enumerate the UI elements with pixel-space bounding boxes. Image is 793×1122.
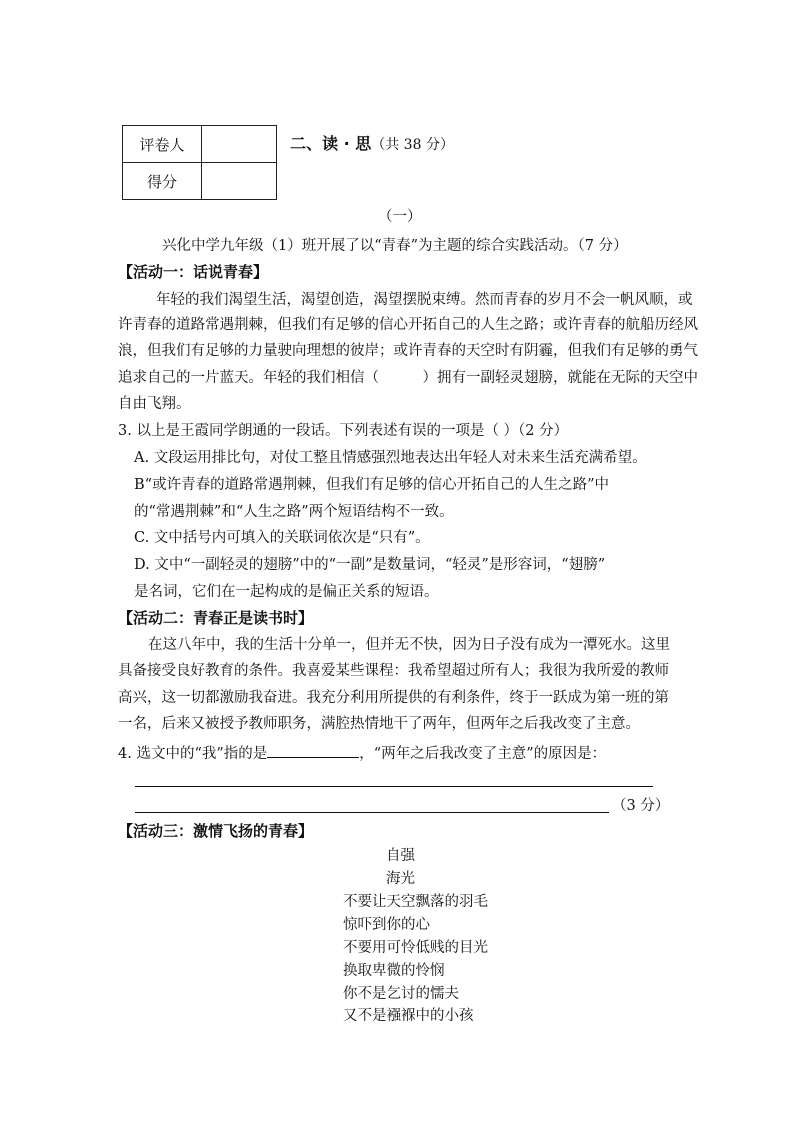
- activity1-heading: 【活动一：话说青春】: [118, 263, 269, 281]
- activity2-heading: 【活动二：青春正是读书时】: [118, 609, 314, 627]
- q3-option-d: D. 文中“一副轻灵的翅膀”中的“一副”是数量词，“轻灵”是形容词，“翅膀”: [134, 557, 606, 573]
- activity2-line: 一名，后来又被授予教师职务，满腔热情地干了两年，但两年之后我改变了主意。: [118, 716, 640, 732]
- q4-points: （3 分）: [612, 798, 670, 814]
- score-cell: [202, 163, 277, 200]
- activity1-line: 许青春的道路常遇荆棘，但我们有足够的信心开拓自己的人生之路；或许青春的航船历经风: [118, 317, 698, 333]
- q3-option-b: B“或许青春的道路常遇荆棘，但我们有足够的信心开拓自己的人生之路”中: [134, 477, 609, 493]
- score-row-score: [123, 163, 277, 200]
- activity2-line: 在这八年中，我的生活十分单一，但并无不快，因为日子没有成为一潭死水。这里: [148, 637, 670, 653]
- part-marker: （一）: [378, 209, 422, 225]
- poem-line: 不要用可怜低贱的目光: [343, 940, 488, 956]
- activity2-line: 具备接受良好教育的条件。我喜爱某些课程：我希望超过所有人；我很为我所爱的教师: [118, 663, 669, 679]
- activity2-line: 高兴，这一切都激励我奋进。我充分利用所提供的有利条件，终于一跃成为第一班的第: [118, 690, 669, 706]
- q4-stem-a: 4. 选文中的“我”指的是: [118, 746, 268, 762]
- q4-answer-line-2[interactable]: [135, 812, 609, 813]
- poem-line: 你不是乞讨的懦夫: [343, 986, 459, 1002]
- q4-answer-blank[interactable]: [267, 743, 359, 758]
- q4-stem: [118, 743, 606, 764]
- q3-option-c: C. 文中括号内可填入的关联词依次是“只有”。: [134, 530, 430, 546]
- score-table: [122, 125, 277, 200]
- poem-line: 换取卑微的怜悯: [343, 963, 445, 979]
- q3-option-a: A. 文段运用排比句，对仗工整且情感强烈地表达出年轻人对未来生活充满希望。: [134, 450, 647, 466]
- q3-option-d-cont: 是名词，它们在一起构成的是偏正关系的短语。: [134, 584, 439, 600]
- section-title-text: 二、读 · 思: [290, 134, 372, 153]
- poem-title: 自强: [386, 848, 415, 864]
- poem-author: 海光: [386, 871, 415, 887]
- activity1-line: 追求自己的一片蓝天。年轻的我们相信（ ）拥有一副轻灵翅膀，就能在无际的天空中: [118, 370, 698, 386]
- q3-option-b-cont: 的“常遇荆棘”和“人生之路”两个短语结构不一致。: [134, 504, 454, 520]
- intro-text: 兴化中学九年级（1）班开展了以“青春”为主题的综合实践活动。（7 分）: [162, 238, 628, 254]
- activity1-line: 浪，但我们有足够的力量驶向理想的彼岸；或许青春的天空时有阴霾，但我们有足够的勇气: [118, 343, 698, 359]
- section-title: [290, 131, 454, 154]
- activity1-line: 自由飞翔。: [118, 396, 191, 412]
- q4-answer-line-1[interactable]: [135, 786, 653, 787]
- score-row-grader: [123, 126, 277, 163]
- activity1-line: 年轻的我们渴望生活，渴望创造，渴望摆脱束缚。然而青春的岁月不会一帆风顺，或: [156, 292, 693, 308]
- section-points: （共 38 分）: [371, 137, 454, 153]
- poem-line: 惊吓到你的心: [343, 917, 430, 933]
- poem-line: 又不是襁褓中的小孩: [343, 1008, 474, 1024]
- grader-cell: [202, 126, 277, 163]
- q3-stem: 3. 以上是王霞同学朗通的一段话。下列表述有误的一项是（ ）（2 分）: [118, 423, 569, 439]
- q4-stem-b: ，“两年之后我改变了主意”的原因是：: [359, 746, 607, 762]
- activity3-heading: 【活动三：激情飞扬的青春】: [118, 822, 314, 840]
- grader-label: 评卷人: [123, 126, 202, 163]
- poem-line: 不要让天空飘落的羽毛: [343, 894, 488, 910]
- score-label: 得分: [123, 163, 202, 200]
